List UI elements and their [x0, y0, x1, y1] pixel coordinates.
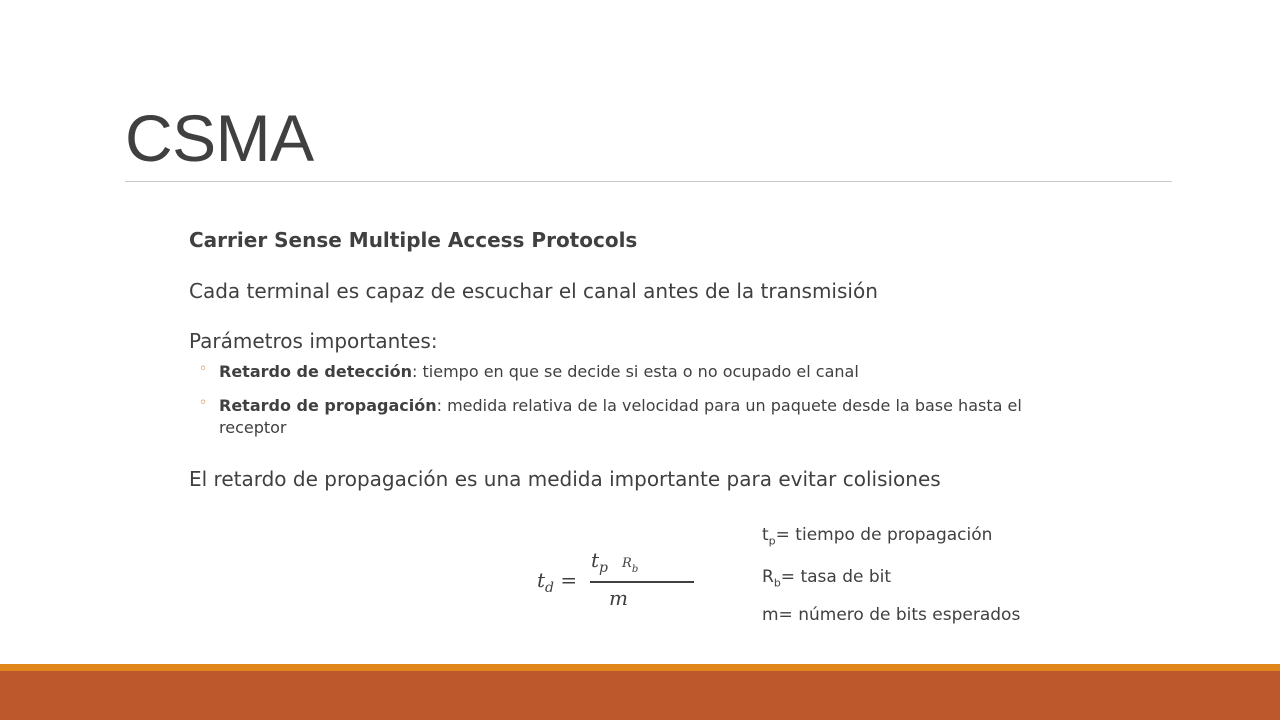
fraction-bar — [590, 581, 694, 583]
bullet-marker-icon: ◦ — [199, 361, 208, 377]
slide-title: CSMA — [125, 101, 314, 175]
parameters-label: Parámetros importantes: — [189, 329, 438, 353]
formula-numerator: $t_p$ $R_b$ — [591, 548, 639, 576]
footer-accent-bar — [0, 664, 1280, 671]
legend-tp: $t_p=$ tiempo de propagación — [762, 525, 993, 548]
title-rule — [125, 181, 1172, 182]
formula-lhs: $t_d$ = — [537, 568, 578, 596]
legend-m: m= número de bits esperados — [762, 605, 1021, 625]
conclusion-line: El retardo de propagación es una medida importante para evitar colisiones — [189, 467, 941, 491]
bullet-marker-icon: ◦ — [199, 395, 208, 411]
heading: Carrier Sense Multiple Access Protocols — [189, 228, 638, 252]
formula-denominator: m — [609, 586, 628, 610]
bullet-desc: : medida relativa de la velocidad para un paquete desde la base hasta el receptor — [219, 396, 1022, 437]
bullet-desc: : tiempo en que se decide si esta o no ocupado el canal — [412, 362, 859, 381]
bullet-term: Retardo de detección — [219, 362, 413, 381]
footer-bar — [0, 671, 1280, 720]
legend-rb: $R_b=$ tasa de bit — [762, 567, 892, 590]
bullet-term: Retardo de propagación — [219, 396, 437, 415]
description-line: Cada terminal es capaz de escuchar el canal antes de la transmisión — [189, 279, 878, 303]
